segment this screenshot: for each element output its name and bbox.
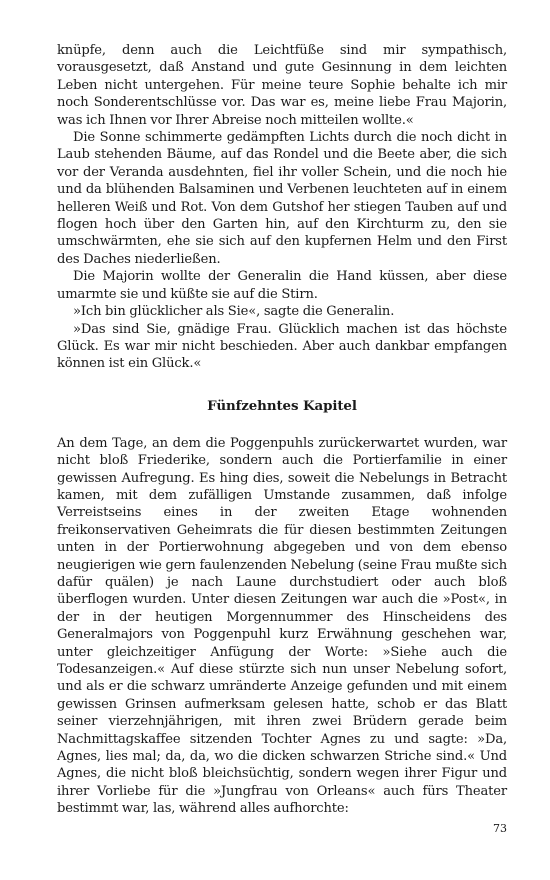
paragraph: Die Sonne schimmerte gedämpften Lichts durch die noch dicht in Laub stehenden Bäume, auf das Rondel und die Beete aber, die sich vor der Veranda ausdehnten, fiel ihr voller Schein, und die noch hie und da blühenden Balsaminen und Verbenen leuchteten auf in einem helleren Weiß und Rot. Von dem Gutshof her stiegen Tauben auf und flogen hoch über den Garten hin, auf den Kirchturm zu, den sie umschwärmten, ehe sie sich auf den kupfernen Helm und den First des Daches niederließen. [57,130,507,267]
paragraph: »Das sind Sie, gnädige Frau. Glücklich machen ist das höchste Glück. Es war mir nicht beschieden. Aber auch dankbar empfangen können ist ein Glück.« [57,321,507,372]
paragraph: »Ich bin glücklicher als Sie«, sagte die Generalin. [73,304,395,320]
page-number: 73 [493,822,507,835]
text-block-before [57,42,507,373]
paragraph: Die Majorin wollte der Generalin die Hand küssen, aber diese umarmte sie und küßte sie auf die Stirn. [57,269,507,302]
text-block-after [57,435,507,818]
chapter-title: Fünfzehntes Kapitel [207,397,357,414]
paragraph: knüpfe, denn auch die Leichtfüße sind mir sympathisch, vorausgesetzt, daß Anstand und gute Gesinnung in dem leichten Leben nicht untergehen. Für meine teure Sophie behalte ich mir noch Sonderentschlüsse vor. Das war es, meine liebe Frau Majorin, was ich Ihnen vor Ihrer Abreise noch mitteilen wollte.« [57,43,507,128]
book-page [57,42,507,818]
paragraph: An dem Tage, an dem die Poggenpuhls zurückerwartet wurden, war nicht bloß Friederike, sondern auch die Portierfamilie in einer gewissen Aufregung. Es hing dies, soweit die Nebelungs in Betracht kamen, mit dem zufälligen Umstande zusammen, daß infolge Verreistseins eines in der zweiten Etage wohnenden freikonservativen Geheimrats die für diesen bestimmten Zeitungen unten in der Portierwohnung abgegeben und von dem ebenso neugierigen wie gern faulenzenden Nebelung (seine Frau mußte sich dafür quälen) je nach Laune durchstudiert oder auch bloß überflogen wurden. Unter diesen Zeitungen war auch die »Post«, in der in der heutigen Morgennummer des Hinscheidens des Generalmajors von Poggenpuhl kurz Erwähnung geschehen war, unter gleichzeitiger Anfügung der Worte: »Siehe auch die Todesanzeigen.« Auf diese stürzte sich nun unser Nebelung sofort, und als er die schwarz umränderte Anzeige gefunden und mit einem gewissen Grinsen aufmerksam gelesen hatte, schob er das Blatt seiner vierzehnjährigen, mit ihren zwei Brüdern gerade beim Nachmittagskaffee sitzenden Tochter Agnes zu und sagte: »Da, Agnes, lies mal; da, da, wo die dicken schwarzen Striche sind.« Und Agnes, die nicht bloß bleichsüchtig, sondern wegen ihrer Figur und ihrer Vorliebe für die »Jungfrau von Orleans« auch fürs Theater bestimmt war, las, während alles aufhorchte: [57,435,507,817]
